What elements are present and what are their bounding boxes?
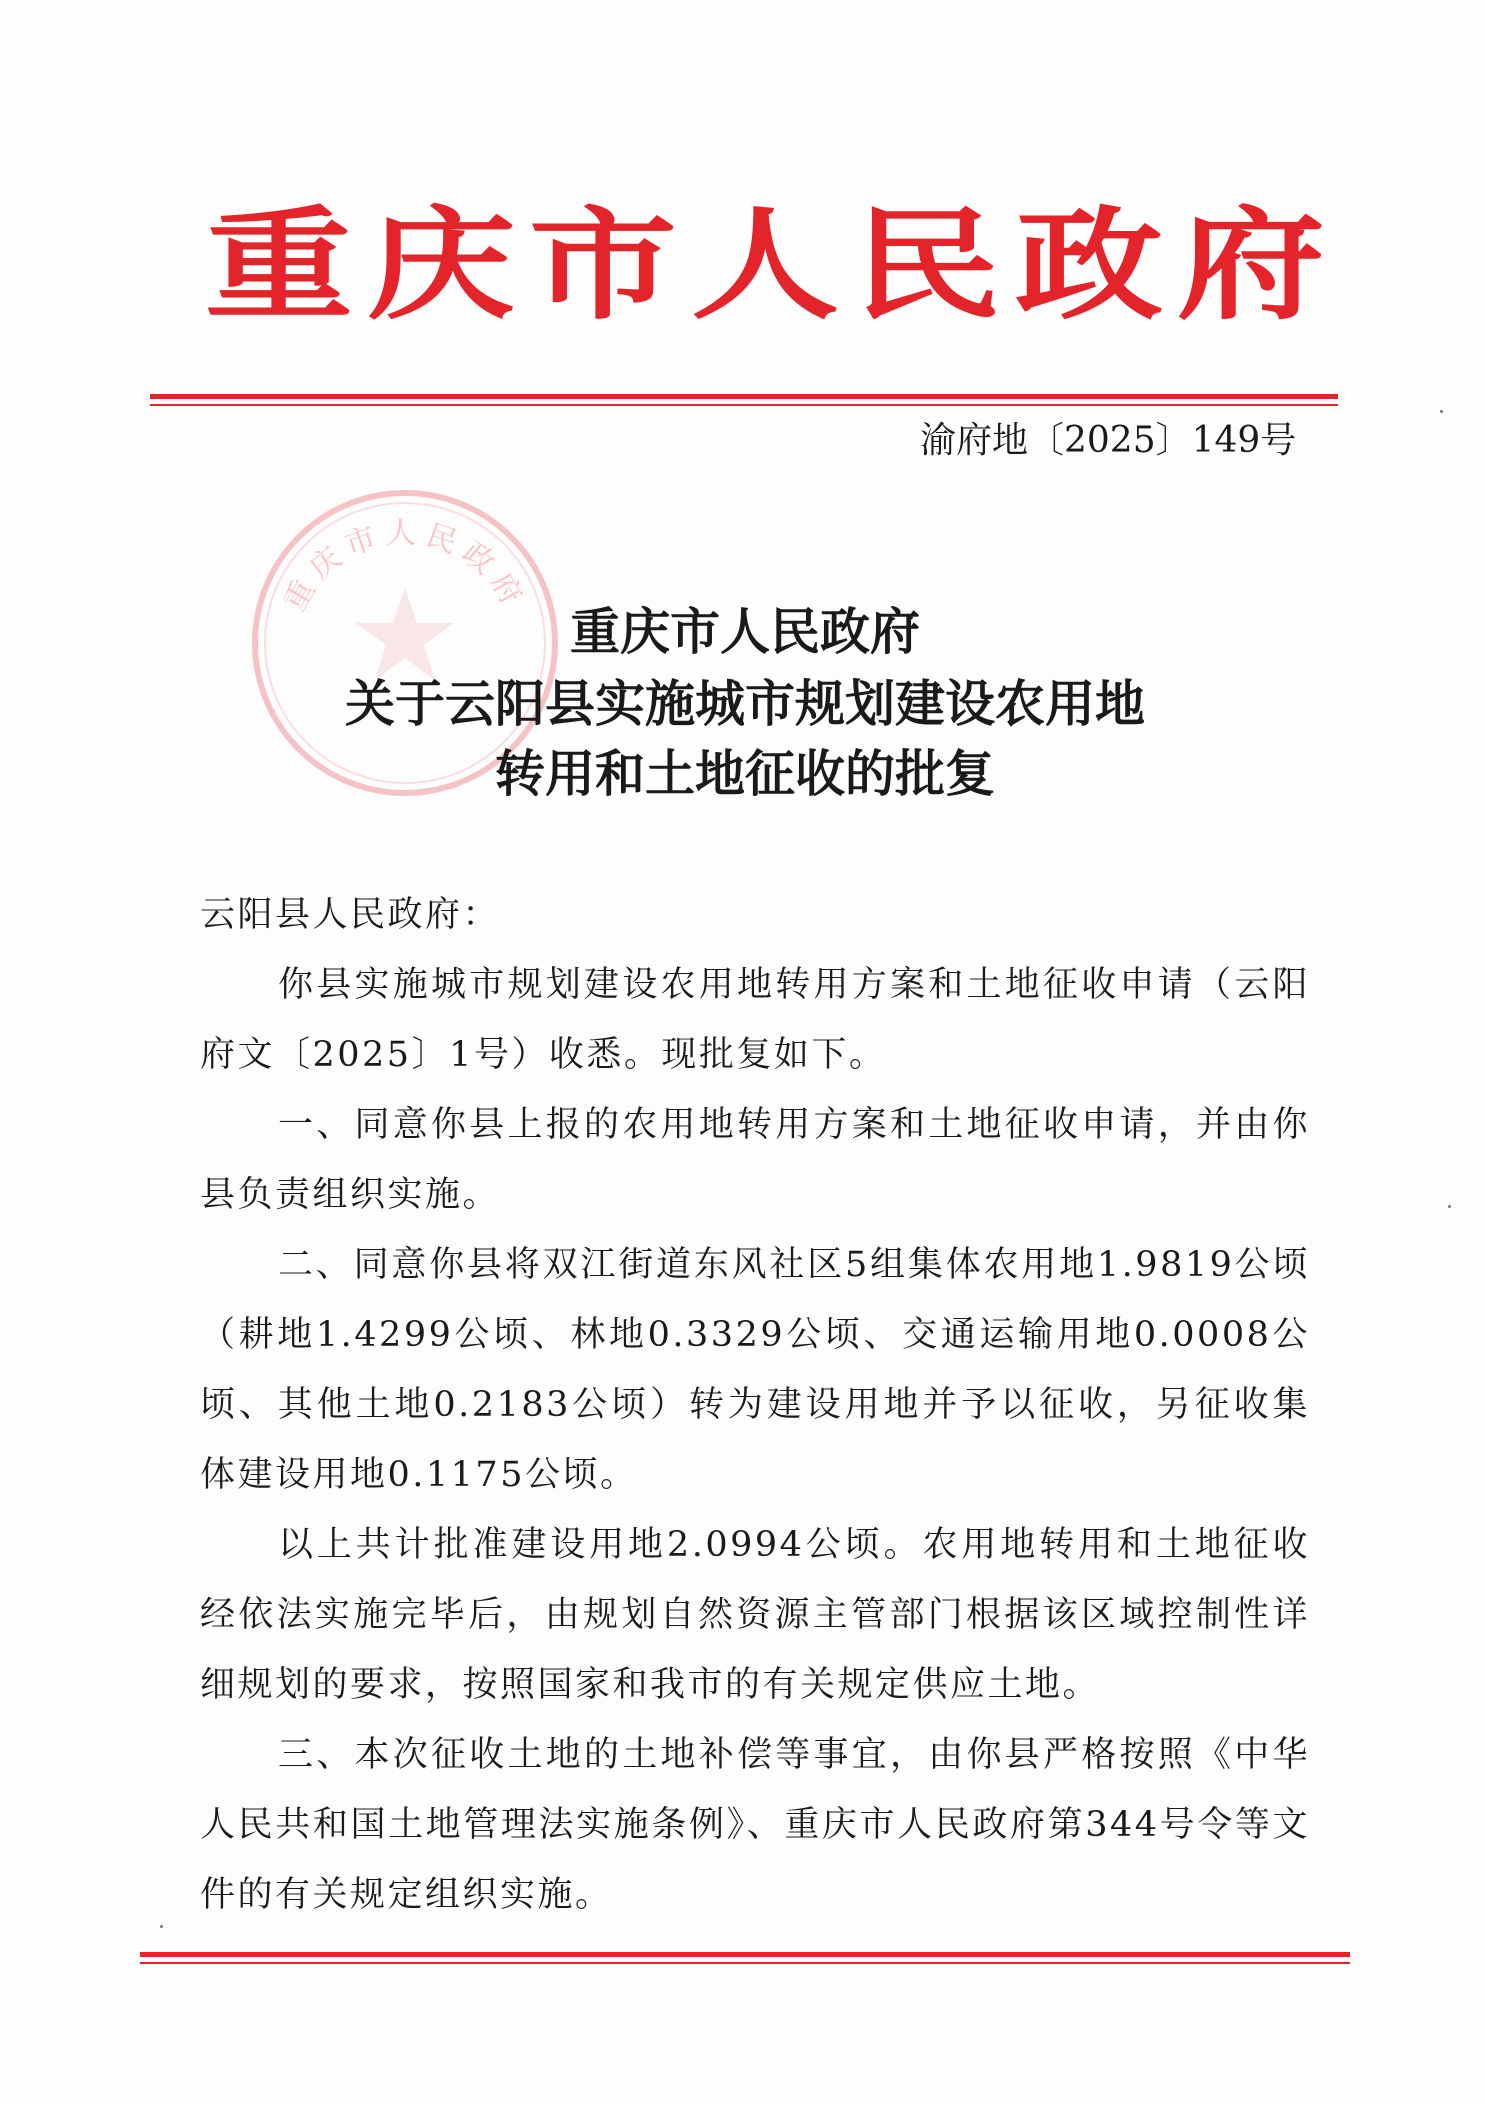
masthead-rule-thick — [150, 394, 1338, 399]
document-number: 渝府地〔2025〕149号 — [920, 420, 1297, 461]
salutation: 云阳县人民政府： — [200, 895, 501, 935]
footer-rule-thin — [140, 1962, 1350, 1964]
body-paragraph: 二、同意你县将双江街道东风社区5组集体农用地1.9819公顷（耕地1.4299公顷、林地0.3329公顷、交通运输用地0.0008公顷、其他土地0.2183公顷）转为建设用地并予以征收，另征收集体建设用地0.1175公顷。 — [200, 1245, 1310, 1495]
document-title-line-2: 关于云阳县实施城市规划建设农用地 — [345, 674, 1145, 733]
body-paragraph: 你县实施城市规划建设农用地转用方案和土地征收申请（云阳府文〔2025〕1号）收悉。现批复如下。 — [200, 965, 1310, 1075]
document-title-line-3: 转用和土地征收的批复 — [495, 744, 995, 803]
scan-speck — [160, 1925, 163, 1928]
footer-rule-thick — [140, 1952, 1350, 1957]
body-paragraph: 一、同意你县上报的农用地转用方案和土地征收申请，并由你县负责组织实施。 — [200, 1105, 1310, 1215]
document-body — [200, 880, 1310, 1930]
seal-text: 重庆市人民政府 — [277, 516, 533, 618]
scan-speck — [1440, 410, 1443, 413]
masthead-title: 重庆市人民政府 — [205, 193, 1339, 337]
document-title-line-1: 重庆市人民政府 — [570, 602, 920, 661]
scan-speck — [1448, 1205, 1451, 1208]
body-paragraph: 以上共计批准建设用地2.0994公顷。农用地转用和土地征收经依法实施完毕后，由规划自然资源主管部门根据该区域控制性详细规划的要求，按照国家和我市的有关规定供应土地。 — [200, 1525, 1310, 1705]
masthead-rule-thin — [150, 404, 1338, 406]
body-paragraph: 三、本次征收土地的土地补偿等事宜，由你县严格按照《中华人民共和国土地管理法实施条例》、重庆市人民政府第344号令等文件的有关规定组织实施。 — [200, 1735, 1310, 1915]
